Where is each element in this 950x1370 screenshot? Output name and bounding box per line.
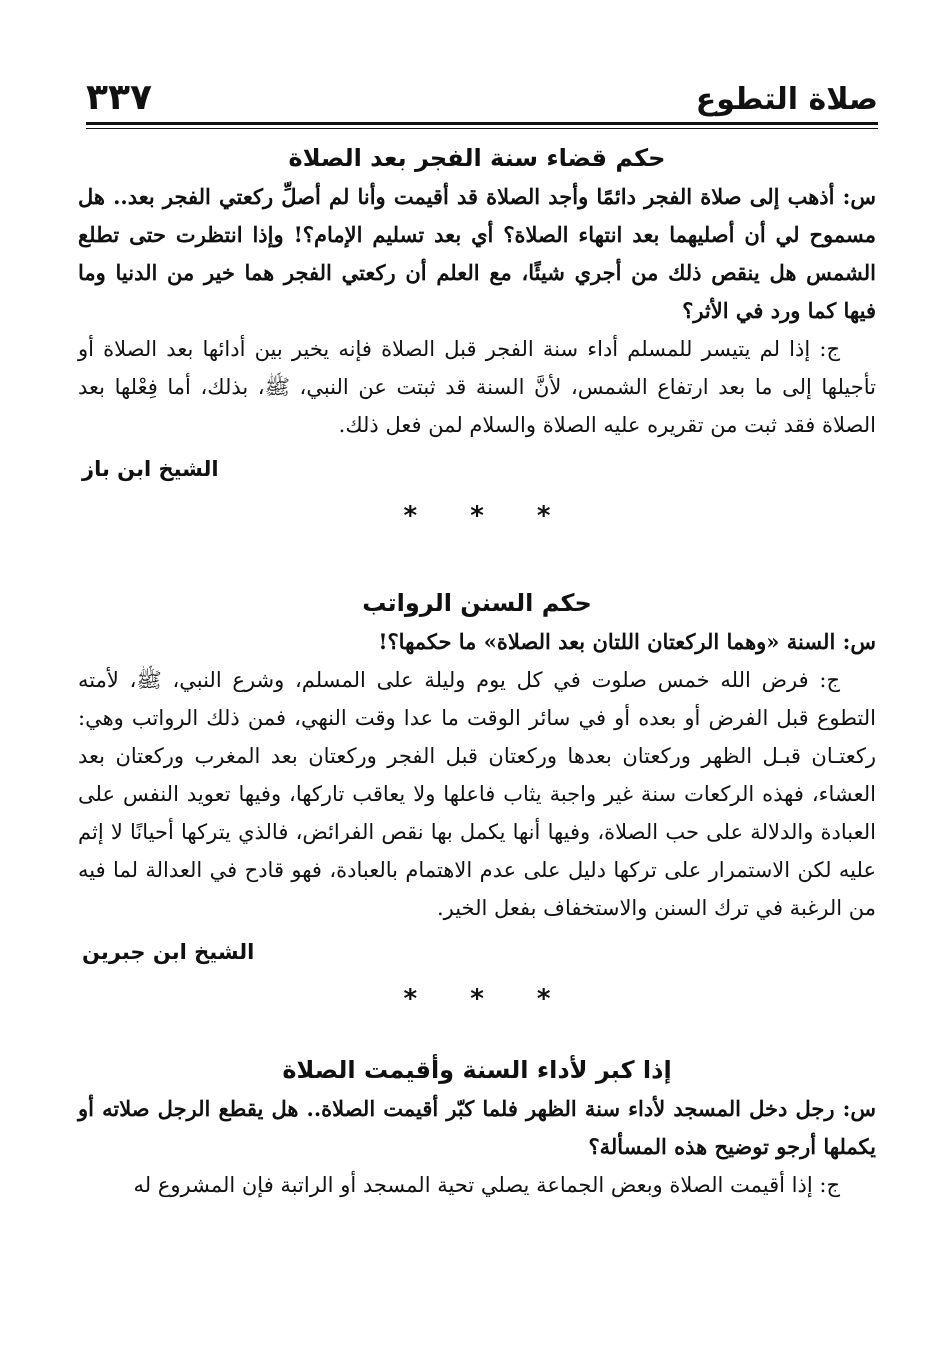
section-iqama-during-sunnah (78, 1050, 876, 1204)
author-attribution: الشيخ ابن باز (82, 457, 219, 481)
page-header (86, 78, 878, 122)
section-rawatib-ruling (78, 583, 876, 1025)
section-fajr-sunnah-makeup (78, 138, 876, 542)
answer-text: ج: فرض الله خمس صلوت في كل يوم وليلة على المسلم، وشرع النبي، ﷺ، لأمته التطوع قبل الفرض أو بعده أو في سائر الوقت ما عدا وقت النهي، فمن ذلك الرواتب وهي: ركعتـان قبـل الظهر وركعتان بعدها وركعتان قبل الفجر وركعتان بعد المغرب وركعتان بعد العشاء، فهذه الركعات سنة غير واجبة يثاب فاعلها ولا يعاقب تاركها، وفيها تعويد النفس على العبادة والدلالة على حب الصلاة، وفيها أنها يكمل بها نقص الفرائض، فالذي يتركها أحيانًا لا إثم عليه لكن الاستمرار على تركها دليل على عدم الاهتمام بالعبادة، فهو قادح في العدالة لما فيه من الرغبة في ترك السنن والاستخفاف بفعل الخير. (78, 668, 876, 920)
section-separator: * * * (403, 501, 573, 531)
answer-text: ج: إذا أقيمت الصلاة وبعض الجماعة يصلي تحية المسجد أو الراتبة فإن المشروع له (133, 1173, 840, 1197)
author-attribution: الشيخ ابن جبرين (82, 940, 255, 964)
section-title: إذا كبر لأداء السنة وأقيمت الصلاة (282, 1056, 672, 1084)
page-number: ٣٣٧ (86, 77, 152, 118)
question-text: س: رجل دخل المسجد لأداء سنة الظهر فلما كبّر أقيمت الصلاة.. هل يقطع الرجل صلاته أو يكملها أرجو توضيح هذه المسألة؟ (78, 1096, 876, 1159)
header-rule-thick (86, 122, 878, 125)
header-rule-thin (86, 128, 878, 129)
running-title: صلاة التطوع (695, 82, 878, 117)
answer-text: ج: إذا لم يتيسر للمسلم أداء سنة الفجر قبل الصلاة فإنه يخير بين أدائها بعد الصلاة أو تأجيلها إلى ما بعد ارتفاع الشمس، لأنَّ السنة قد ثبتت عن النبي، ﷺ، بذلك، أما فِعْلها بعد الصلاة فقد ثبت من تقريره عليه الصلاة والسلام لمن فعل ذلك. (78, 337, 876, 437)
question-text: س: السنة «وهما الركعتان اللتان بعد الصلاة» ما حكمها؟! (378, 629, 876, 654)
section-title: حكم السنن الرواتب (362, 589, 592, 617)
question-text: س: أذهب إلى صلاة الفجر دائمًا وأجد الصلاة قد أقيمت وأنا لم أصلِّ ركعتي الفجر بعد.. هل مسموح لي أن أصليهما بعد انتهاء الصلاة؟ أي بعد تسليم الإمام؟! وإذا انتظرت حتى تطلع الشمس هل ينقص ذلك من أجري شيئًا، مع العلم أن ركعتي الفجر هما خير من الدنيا وما فيها كما ورد في الأثر؟ (78, 184, 876, 323)
section-separator: * * * (403, 984, 573, 1014)
section-title: حكم قضاء سنة الفجر بعد الصلاة (288, 144, 666, 172)
